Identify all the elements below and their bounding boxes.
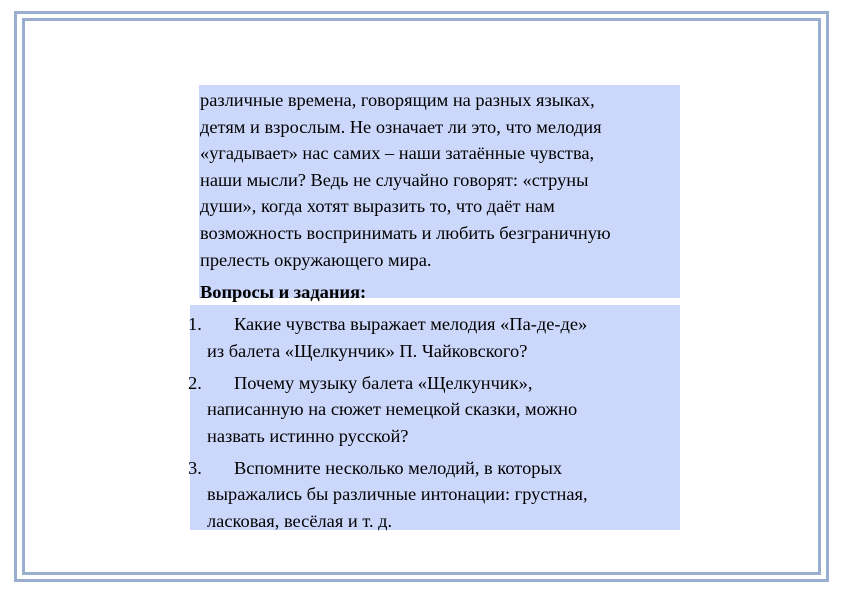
paragraph-line: различные времена, говорящим на разных языках,: [200, 90, 595, 110]
question-line: из балета «Щелкунчик» П. Чайковского?: [207, 340, 528, 361]
question-number: 2.: [188, 372, 202, 393]
questions-heading: Вопросы и задания:: [200, 282, 367, 302]
question-line: выражались бы различные интонации: грустная,: [207, 484, 588, 504]
paragraph-line: прелесть окружающего мира.: [200, 249, 432, 270]
question-item-1: [188, 311, 680, 364]
question-line: ласковая, весёлая и т. д.: [207, 510, 393, 531]
question-number: 3.: [188, 457, 202, 478]
questions-list: [188, 311, 680, 540]
paragraph-line: возможность воспринимать и любить безграничную: [200, 222, 611, 243]
question-line: Какие чувства выражает мелодия «Па-де-де»: [234, 314, 588, 334]
paragraph-line: «угадывает» нас самих – наши затаённые чувства,: [200, 143, 595, 164]
question-line: Вспомните несколько мелодий, в которых: [234, 457, 563, 478]
paragraph-line: детям и взрослым. Не означает ли это, что мелодия: [200, 116, 602, 137]
question-line: Почему музыку балета «Щелкунчик»,: [234, 372, 533, 393]
paragraph-line: души», когда хотят выразить то, что даёт нам: [200, 196, 555, 217]
question-line: написанную на сюжет немецкой сказки, можно: [207, 399, 578, 419]
question-line: назвать истинно русской?: [207, 425, 409, 446]
body-paragraph: [200, 87, 682, 273]
paragraph-line: наши мысли? Ведь не случайно говорят: «струны: [200, 169, 589, 190]
question-item-3: [188, 455, 680, 535]
question-number: 1.: [188, 314, 202, 334]
question-item-2: [188, 370, 680, 450]
